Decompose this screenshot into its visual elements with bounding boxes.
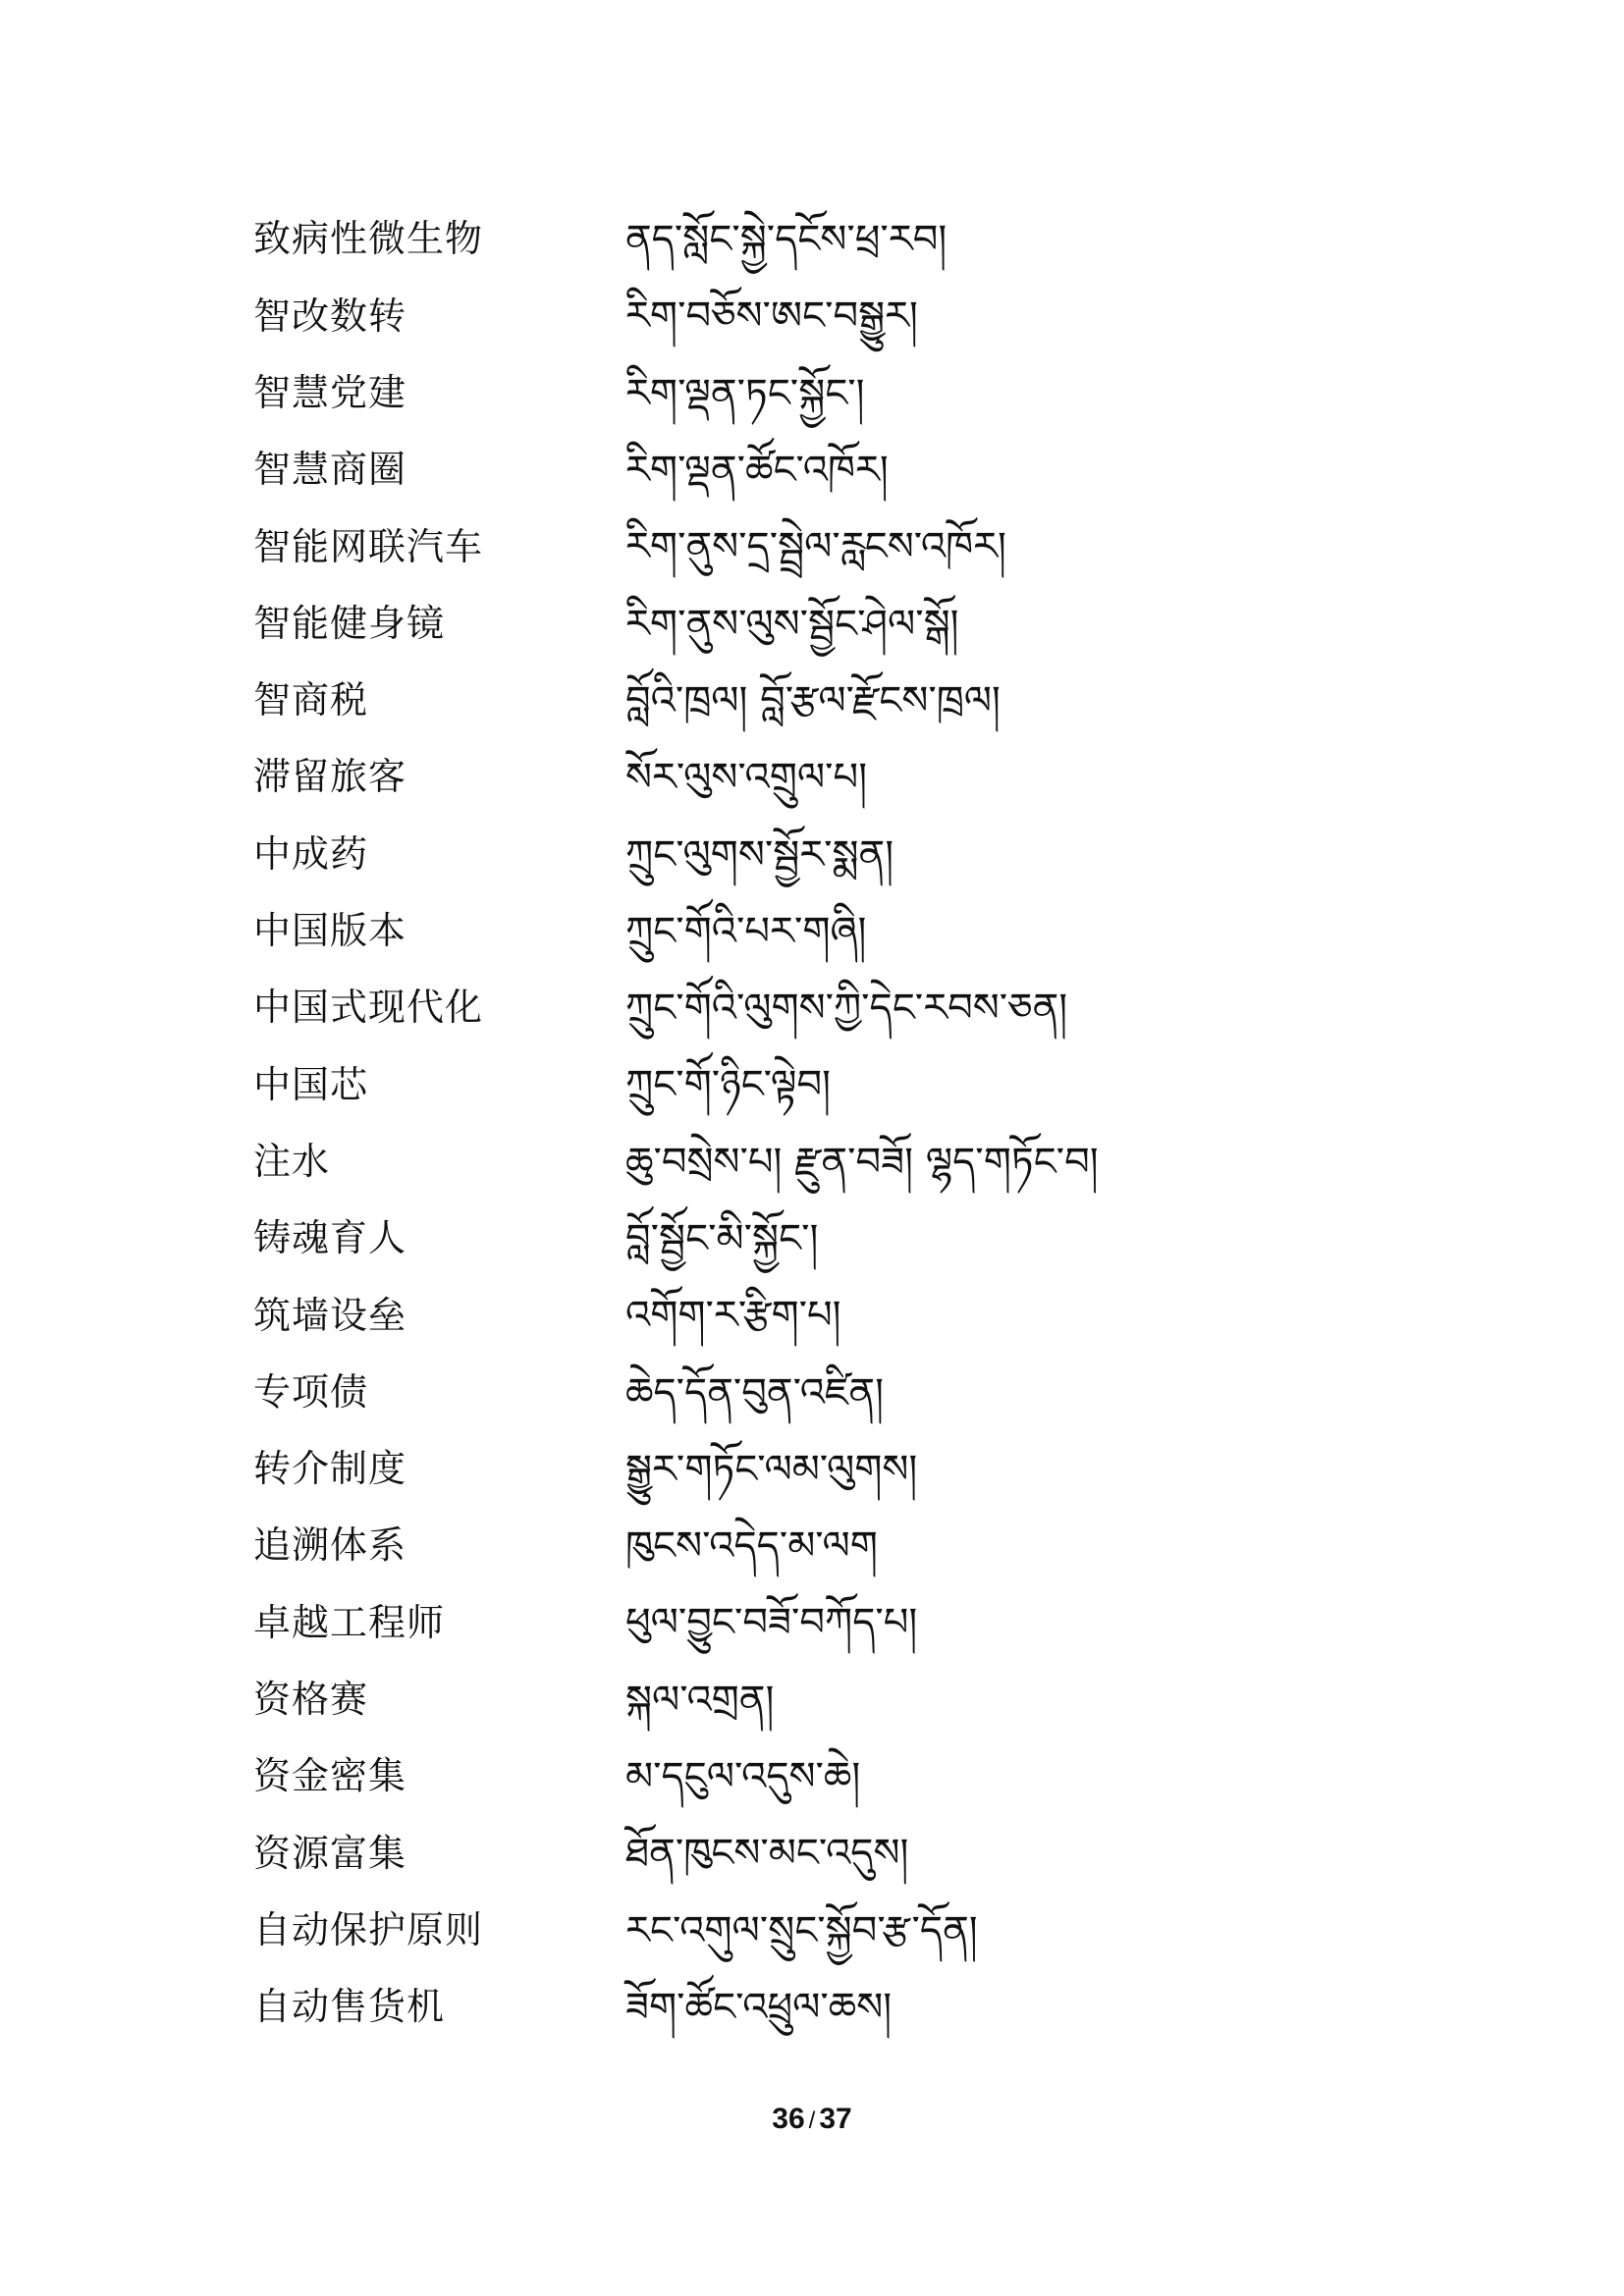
glossary-entry <box>253 1584 1432 1661</box>
glossary-entry <box>253 663 1432 739</box>
chinese-term: 卓越工程师 <box>253 1600 446 1644</box>
chinese-term: 中成药 <box>253 831 369 876</box>
tibetan-term: སྒྱུར་གཏོང་ལམ་ལུགས། <box>625 1446 918 1492</box>
tibetan-term: སྐལ་འགྲན། <box>625 1677 775 1723</box>
current-page: 36 <box>772 2103 805 2135</box>
glossary-entry <box>253 1969 1432 2046</box>
tibetan-term: རང་འགུལ་སྲུང་སྐྱོབ་རྩ་དོན། <box>625 1907 978 1953</box>
tibetan-term: ཆུ་བསྲེས་པ། རྫུན་བཟོ། ལྷད་གཏོང་བ། <box>625 1139 1099 1185</box>
chinese-term: 追溯体系 <box>253 1523 407 1568</box>
glossary-entry <box>253 585 1432 662</box>
chinese-term: 注水 <box>253 1139 331 1183</box>
glossary-entry <box>253 1046 1432 1123</box>
page-number <box>0 2103 1624 2136</box>
glossary-list <box>253 201 1432 2046</box>
chinese-term: 自动售货机 <box>253 1985 446 2029</box>
glossary-entry <box>253 1815 1432 1892</box>
tibetan-term: ཁུངས་འདེད་མ་ལག <box>625 1523 878 1570</box>
chinese-term: 智改数转 <box>253 294 407 338</box>
tibetan-term: རིག་ནུས་ལུས་སྦྱོང་ཤེལ་སྒོ། <box>625 601 959 647</box>
tibetan-term: ནད་སློང་སྐྱེ་དངོས་ཕྲ་རབ། <box>625 217 947 263</box>
tibetan-term: ཟོག་ཚོང་འཕྲུལ་ཆས། <box>625 1984 893 2030</box>
tibetan-term: ཀྲུང་གོའི་ལུགས་ཀྱི་དེང་རབས་ཅན། <box>625 986 1068 1032</box>
tibetan-term: མ་དངུལ་འདུས་ཆེ། <box>625 1754 861 1800</box>
glossary-entry <box>253 1354 1432 1430</box>
chinese-term: 中国芯 <box>253 1062 369 1106</box>
tibetan-term: རིག་བཅོས་ཨང་བསྒྱུར། <box>625 294 918 340</box>
tibetan-term: ཀྲུང་གོ་ཉིང་ལྟེབ། <box>625 1062 832 1108</box>
tibetan-term: རིག་ནུས་དྲ་སྦྲེལ་རླངས་འཁོར། <box>625 524 1006 570</box>
tibetan-term: སོར་ལུས་འགྲུལ་པ། <box>625 755 868 801</box>
glossary-entry <box>253 355 1432 432</box>
chinese-term: 智能网联汽车 <box>253 524 484 568</box>
tibetan-term: བློ་སྦྱོང་མི་སྐྱོང་། <box>625 1216 819 1261</box>
chinese-term: 中国版本 <box>253 909 407 953</box>
glossary-entry <box>253 1662 1432 1738</box>
chinese-term: 智商税 <box>253 678 369 722</box>
glossary-entry <box>253 201 1432 278</box>
glossary-entry <box>253 1508 1432 1584</box>
tibetan-term: རིག་ལྡན་ཚོང་འཁོར། <box>625 448 889 494</box>
chinese-term: 智慧商圈 <box>253 448 407 492</box>
chinese-term: 筑墙设垒 <box>253 1293 407 1337</box>
tibetan-term: འགོག་ར་རྩིག་པ། <box>625 1293 841 1339</box>
tibetan-term: ཀྲུང་གོའི་པར་གཞི། <box>625 908 867 954</box>
tibetan-term: ཐོན་ཁུངས་མང་འདུས། <box>625 1831 909 1877</box>
total-pages: 37 <box>819 2103 852 2135</box>
chinese-term: 转介制度 <box>253 1447 407 1491</box>
chinese-term: 致病性微生物 <box>253 217 484 261</box>
tibetan-term: ཀྲུང་ལུགས་སྦྱོར་སྨན། <box>625 831 894 878</box>
glossary-entry <box>253 816 1432 892</box>
tibetan-term: ཆེད་དོན་བུན་འཛིན། <box>625 1369 884 1415</box>
chinese-term: 资金密集 <box>253 1754 407 1798</box>
chinese-term: 资源富集 <box>253 1831 407 1875</box>
glossary-entry <box>253 893 1432 970</box>
glossary-entry <box>253 1738 1432 1815</box>
chinese-term: 中国式现代化 <box>253 986 484 1030</box>
page-separator: / <box>808 2108 816 2134</box>
tibetan-term: རིག་ལྡན་ཏང་སྐྱོང་། <box>625 370 865 416</box>
chinese-term: 自动保护原则 <box>253 1907 484 1951</box>
chinese-term: 智能健身镜 <box>253 601 446 645</box>
tibetan-term: བློའི་ཁྲལ། བློ་རྩལ་རྫོངས་ཁྲལ། <box>625 677 1001 723</box>
chinese-term: 智慧党建 <box>253 370 407 414</box>
glossary-entry <box>253 1201 1432 1277</box>
glossary-entry <box>253 1277 1432 1354</box>
glossary-entry <box>253 432 1432 508</box>
glossary-entry <box>253 278 1432 354</box>
glossary-entry <box>253 1893 1432 1969</box>
chinese-term: 滞留旅客 <box>253 755 407 799</box>
chinese-term: 资格赛 <box>253 1677 369 1721</box>
glossary-entry <box>253 1124 1432 1201</box>
tibetan-term: ཕུལ་བྱུང་བཟོ་བཀོད་པ། <box>625 1600 918 1646</box>
glossary-entry <box>253 1431 1432 1508</box>
glossary-entry <box>253 970 1432 1046</box>
glossary-entry <box>253 508 1432 585</box>
chinese-term: 铸魂育人 <box>253 1216 407 1260</box>
glossary-entry <box>253 739 1432 816</box>
chinese-term: 专项债 <box>253 1369 369 1414</box>
